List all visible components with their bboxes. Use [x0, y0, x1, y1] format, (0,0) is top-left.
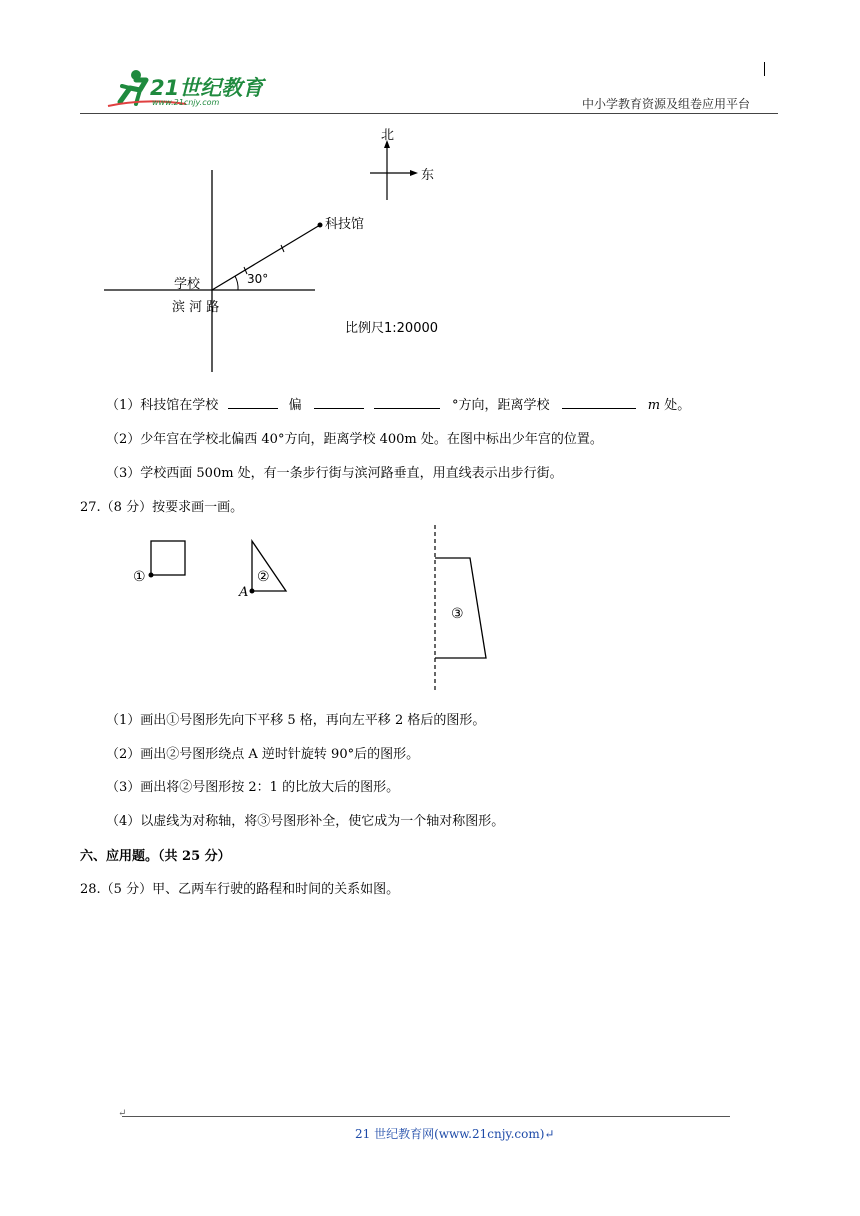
north-label: 北 [381, 128, 395, 143]
shape1-point [149, 573, 154, 578]
compass-east-arrow [410, 170, 418, 176]
logo-text: 21世纪教育 [150, 76, 264, 100]
q26-s1-text-e: 处。 [664, 398, 691, 413]
angle-arc [235, 276, 238, 290]
museum-point [318, 223, 323, 228]
q26-s1-text-b: 偏 [288, 398, 302, 413]
footer-return-mark: ↵ [118, 1108, 127, 1119]
q27-sub1: （1）画出①号图形先向下平移 5 格，再向左平移 2 格后的图形。 [106, 713, 486, 728]
point-a-label: A [239, 585, 249, 600]
q27-title: 27.（8 分）按要求画一画。 [80, 500, 244, 515]
q26-s1-unit: m [647, 398, 661, 413]
section6-title: 六、应用题。（共 25 分） [80, 849, 231, 864]
shape2-label: ② [257, 569, 270, 585]
shape1-square [151, 541, 185, 575]
point-a [250, 589, 255, 594]
scale-label: 比例尺1:20000 [345, 321, 439, 336]
q26-s1-text-a: （1）科技馆在学校 [106, 398, 219, 413]
museum-label: 科技馆 [325, 217, 365, 232]
footer-rule [122, 1116, 730, 1117]
q26-sub2: （2）少年宫在学校北偏西 40°方向，距离学校 400m 处。在图中标出少年宫的位置。 [106, 432, 603, 447]
shape1-label: ① [133, 569, 146, 585]
q27-sub3: （3）画出将②号图形按 2：1 的比放大后的图形。 [106, 780, 400, 795]
q27-figures [0, 520, 860, 700]
road-label: 滨 河 路 [172, 300, 220, 315]
school-label: 学校 [174, 277, 201, 292]
footer-text: 21 世纪教育网(www.21cnjy.com)↵ [355, 1127, 555, 1141]
header-platform-text: 中小学教育资源及组卷应用平台 [582, 97, 751, 111]
q26-blank-distance[interactable] [562, 396, 636, 409]
logo-url: www.21cnjy.com [152, 98, 220, 107]
q26-blank-direction-2[interactable] [314, 396, 364, 409]
q27-sub2: （2）画出②号图形绕点 A 逆时针旋转 90°后的图形。 [106, 747, 420, 762]
angle-label: 30° [247, 272, 269, 286]
q26-blank-direction-1[interactable] [228, 396, 278, 409]
q26-s1-text-c: °方向，距离学校 [452, 398, 550, 413]
q27-sub4: （4）以虚线为对称轴，将③号图形补全，使它成为一个轴对称图形。 [106, 814, 505, 829]
q26-sub1 [106, 394, 690, 413]
q28-title: 28.（5 分）甲、乙两车行驶的路程和时间的关系如图。 [80, 882, 400, 897]
shape3-label: ③ [451, 606, 464, 622]
q26-sub3: （3）学校西面 500m 处，有一条步行街与滨河路垂直，用直线表示出步行街。 [106, 466, 563, 481]
q26-blank-angle[interactable] [374, 396, 440, 409]
east-label: 东 [421, 168, 435, 183]
